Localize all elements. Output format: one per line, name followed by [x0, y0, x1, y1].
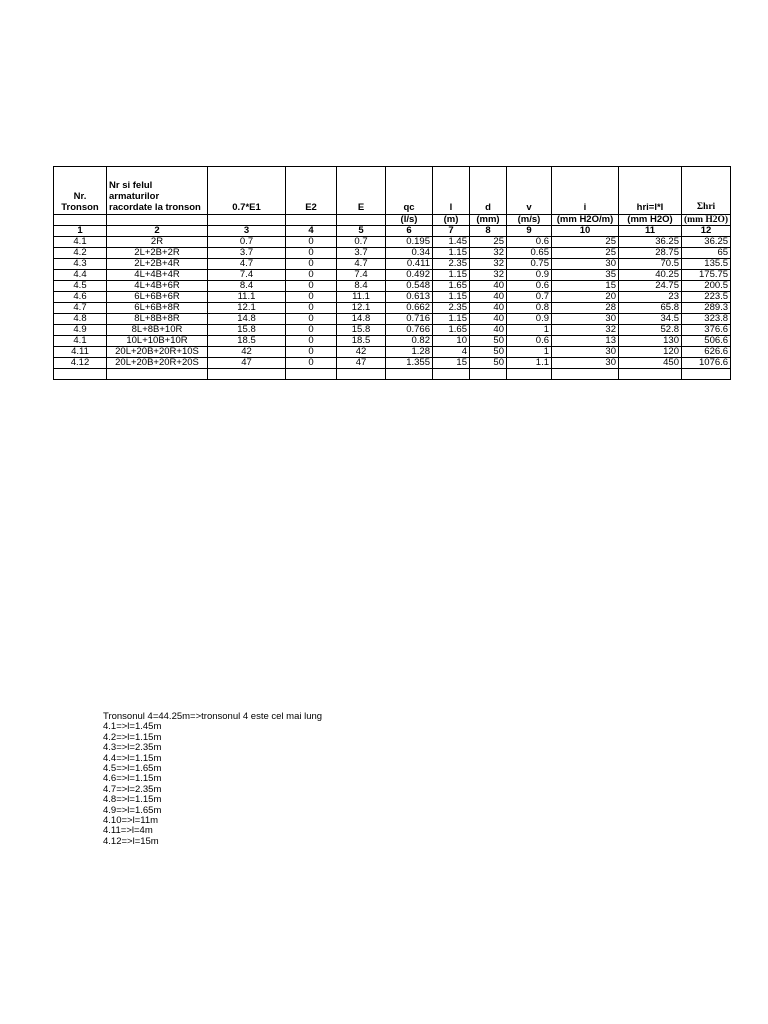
table-cell: 0 — [286, 347, 337, 358]
header-sum-hri: Σhri — [682, 167, 731, 215]
col-number: 6 — [386, 226, 433, 237]
table-cell: 1.15 — [433, 292, 470, 303]
unit-cell: (mm) — [470, 215, 507, 226]
note-line: 4.2=>l=1.15m — [103, 731, 162, 743]
table-cell: 626.6 — [682, 347, 731, 358]
header-e: E — [337, 167, 386, 215]
col-number: 1 — [54, 226, 107, 237]
note-line: Tronsonul 4=44.25m=>tronsonul 4 este cel mai lung — [103, 711, 323, 722]
col-number: 10 — [552, 226, 619, 237]
table-cell: 7.4 — [208, 270, 286, 281]
notes-block — [103, 712, 322, 847]
note-line: 4.9=>l=1.65m — [103, 804, 162, 816]
table-cell: 0 — [286, 325, 337, 336]
table-cell: 0.716 — [386, 314, 433, 325]
empty-cell — [386, 369, 433, 380]
note-line: 4.12=>l=15m — [103, 835, 159, 847]
unit-cell — [286, 215, 337, 226]
table-cell: 0.6 — [507, 336, 552, 347]
table-cell: 42 — [337, 347, 386, 358]
header-qc: qc — [386, 167, 433, 215]
table-cell: 13 — [552, 336, 619, 347]
unit-cell: (m/s) — [507, 215, 552, 226]
table-cell: 4.8 — [54, 314, 107, 325]
table-cell: 4.2 — [54, 248, 107, 259]
table-cell: 25 — [552, 237, 619, 248]
table-cell: 15.8 — [208, 325, 286, 336]
table-cell: 36.25 — [682, 237, 731, 248]
table-cell: 15 — [433, 358, 470, 369]
table-cell: 32 — [470, 259, 507, 270]
table-cell: 0 — [286, 281, 337, 292]
header-e2: E2 — [286, 167, 337, 215]
table-row — [54, 259, 731, 270]
table-cell: 18.5 — [337, 336, 386, 347]
table-cell: 2L+2B+4R — [107, 259, 208, 270]
table-cell: 1.28 — [386, 347, 433, 358]
table-cell: 32 — [470, 248, 507, 259]
table-cell: 47 — [337, 358, 386, 369]
table-cell: 2L+2B+2R — [107, 248, 208, 259]
table-cell: 0 — [286, 237, 337, 248]
table-cell: 8L+8B+10R — [107, 325, 208, 336]
table-cell: 30 — [552, 314, 619, 325]
table-cell: 14.8 — [337, 314, 386, 325]
table-cell: 1 — [507, 347, 552, 358]
table-cell: 10L+10B+10R — [107, 336, 208, 347]
header-row — [54, 167, 731, 215]
table-cell: 20 — [552, 292, 619, 303]
table-cell: 28 — [552, 303, 619, 314]
table-row — [54, 325, 731, 336]
table-cell: 1.1 — [507, 358, 552, 369]
table-cell: 34.5 — [619, 314, 682, 325]
table-row — [54, 292, 731, 303]
table-cell: 0.662 — [386, 303, 433, 314]
table-cell: 200.5 — [682, 281, 731, 292]
table-cell: 4.6 — [54, 292, 107, 303]
table-cell: 0 — [286, 303, 337, 314]
table-cell: 0.766 — [386, 325, 433, 336]
table-row — [54, 248, 731, 259]
table-cell: 0 — [286, 248, 337, 259]
table-cell: 18.5 — [208, 336, 286, 347]
table-cell: 28.75 — [619, 248, 682, 259]
table-cell: 40 — [470, 325, 507, 336]
table-cell: 0.7 — [208, 237, 286, 248]
table-cell: 70.5 — [619, 259, 682, 270]
table-cell: 0.65 — [507, 248, 552, 259]
empty-cell — [470, 369, 507, 380]
table-cell: 3.7 — [208, 248, 286, 259]
col-number: 9 — [507, 226, 552, 237]
table-cell: 0.9 — [507, 314, 552, 325]
table-cell: 30 — [552, 358, 619, 369]
table-cell: 0 — [286, 259, 337, 270]
table-row — [54, 336, 731, 347]
table-cell: 30 — [552, 347, 619, 358]
table-cell: 32 — [552, 325, 619, 336]
table-cell: 4L+4B+4R — [107, 270, 208, 281]
units-row — [54, 215, 731, 226]
table-cell: 0.195 — [386, 237, 433, 248]
table-cell: 10 — [433, 336, 470, 347]
empty-cell — [433, 369, 470, 380]
header-armaturi — [107, 167, 208, 215]
note-line: 4.4=>l=1.15m — [103, 752, 162, 764]
table-cell: 50 — [470, 347, 507, 358]
table-cell: 1 — [507, 325, 552, 336]
table-cell: 4.5 — [54, 281, 107, 292]
table-cell: 40 — [470, 292, 507, 303]
table-cell: 223.5 — [682, 292, 731, 303]
table-cell: 7.4 — [337, 270, 386, 281]
unit-cell: (mm H2O) — [682, 215, 731, 226]
table-cell: 4.7 — [208, 259, 286, 270]
table-cell: 1.15 — [433, 314, 470, 325]
table-cell: 40 — [470, 281, 507, 292]
table-cell: 52.8 — [619, 325, 682, 336]
note-line: 4.5=>l=1.65m — [103, 763, 162, 775]
table-cell: 30 — [552, 259, 619, 270]
table-cell: 0.9 — [507, 270, 552, 281]
table-cell: 2R — [107, 237, 208, 248]
calculation-table — [53, 166, 731, 380]
table-cell: 2.35 — [433, 259, 470, 270]
note-line: 4.1=>l=1.45m — [103, 721, 162, 733]
table-row — [54, 281, 731, 292]
table-row — [54, 347, 731, 358]
table-cell: 0.6 — [507, 281, 552, 292]
table-cell: 4.11 — [54, 347, 107, 358]
header-l: l — [433, 167, 470, 215]
table-cell: 47 — [208, 358, 286, 369]
empty-row — [54, 369, 731, 380]
table-cell: 12.1 — [208, 303, 286, 314]
table-cell: 0.7 — [507, 292, 552, 303]
table-cell: 0.411 — [386, 259, 433, 270]
table-cell: 0.6 — [507, 237, 552, 248]
table-cell: 0.7 — [337, 237, 386, 248]
table-row — [54, 237, 731, 248]
table-cell: 11.1 — [337, 292, 386, 303]
table-cell: 0 — [286, 358, 337, 369]
table-cell: 175.75 — [682, 270, 731, 281]
col-number: 4 — [286, 226, 337, 237]
empty-cell — [682, 369, 731, 380]
header-text: Nr si felul armaturilor racordate la tronson — [109, 180, 201, 213]
table-cell: 11.1 — [208, 292, 286, 303]
col-number: 8 — [470, 226, 507, 237]
table-cell: 4.7 — [54, 303, 107, 314]
table-cell: 376.6 — [682, 325, 731, 336]
table-cell: 24.75 — [619, 281, 682, 292]
empty-cell — [552, 369, 619, 380]
unit-cell: (l/s) — [386, 215, 433, 226]
table-cell: 0.613 — [386, 292, 433, 303]
table-cell: 4.7 — [337, 259, 386, 270]
table-cell: 4.9 — [54, 325, 107, 336]
table-cell: 25 — [552, 248, 619, 259]
unit-cell — [208, 215, 286, 226]
empty-cell — [619, 369, 682, 380]
note-line: 4.8=>l=1.15m — [103, 794, 162, 806]
table-cell: 40 — [470, 303, 507, 314]
table-cell: 50 — [470, 336, 507, 347]
unit-cell: (mm H2O) — [619, 215, 682, 226]
header-v: v — [507, 167, 552, 215]
table-cell: 130 — [619, 336, 682, 347]
col-number: 2 — [107, 226, 208, 237]
col-number: 5 — [337, 226, 386, 237]
table-row — [54, 270, 731, 281]
table-cell: 8.4 — [208, 281, 286, 292]
table-cell: 0.492 — [386, 270, 433, 281]
table-row — [54, 314, 731, 325]
header-hri: hri=l*I — [619, 167, 682, 215]
note-line: 4.6=>l=1.15m — [103, 773, 162, 785]
table-cell: 50 — [470, 358, 507, 369]
unit-cell — [107, 215, 208, 226]
table-cell: 3.7 — [337, 248, 386, 259]
table-cell: 1076.6 — [682, 358, 731, 369]
table-cell: 4.12 — [54, 358, 107, 369]
col-number: 12 — [682, 226, 731, 237]
table-cell: 506.6 — [682, 336, 731, 347]
col-number: 7 — [433, 226, 470, 237]
table-row — [54, 303, 731, 314]
header-d: d — [470, 167, 507, 215]
table-cell: 23 — [619, 292, 682, 303]
unit-cell — [54, 215, 107, 226]
table-cell: 0 — [286, 270, 337, 281]
table-cell: 1.45 — [433, 237, 470, 248]
table-cell: 0.75 — [507, 259, 552, 270]
table-cell: 32 — [470, 270, 507, 281]
table-cell: 4 — [433, 347, 470, 358]
note-line: 4.11=>l=4m — [103, 825, 153, 837]
table-cell: 25 — [470, 237, 507, 248]
note-line: 4.3=>l=2.35m — [103, 742, 162, 754]
table-cell: 0.8 — [507, 303, 552, 314]
table-cell: 0 — [286, 314, 337, 325]
table-cell: 120 — [619, 347, 682, 358]
table-cell: 4L+4B+6R — [107, 281, 208, 292]
table-cell: 0.34 — [386, 248, 433, 259]
col-number: 11 — [619, 226, 682, 237]
header-07e1: 0.7*E1 — [208, 167, 286, 215]
table-cell: 450 — [619, 358, 682, 369]
table-cell: 20L+20B+20R+10S — [107, 347, 208, 358]
table-cell: 14.8 — [208, 314, 286, 325]
table-cell: 323.8 — [682, 314, 731, 325]
table-cell: 42 — [208, 347, 286, 358]
table-cell: 4.1 — [54, 336, 107, 347]
empty-cell — [54, 369, 107, 380]
note-line: 4.10=>l=11m — [103, 815, 159, 827]
table-cell: 4.4 — [54, 270, 107, 281]
note-line: 4.7=>l=2.35m — [103, 783, 162, 795]
table-cell: 15.8 — [337, 325, 386, 336]
empty-cell — [107, 369, 208, 380]
table-cell: 1.15 — [433, 248, 470, 259]
table-cell: 4.3 — [54, 259, 107, 270]
table-cell: 65.8 — [619, 303, 682, 314]
table-row — [54, 358, 731, 369]
table-cell: 12.1 — [337, 303, 386, 314]
table-cell: 4.1 — [54, 237, 107, 248]
table-cell: 65 — [682, 248, 731, 259]
table-cell: 1.65 — [433, 325, 470, 336]
table-cell: 1.15 — [433, 270, 470, 281]
table-cell: 0.82 — [386, 336, 433, 347]
table-cell: 135.5 — [682, 259, 731, 270]
table-cell: 1.355 — [386, 358, 433, 369]
unit-cell: (m) — [433, 215, 470, 226]
table-cell: 2.35 — [433, 303, 470, 314]
header-i: i — [552, 167, 619, 215]
table-cell: 36.25 — [619, 237, 682, 248]
table-cell: 289.3 — [682, 303, 731, 314]
unit-cell — [337, 215, 386, 226]
table-cell: 0 — [286, 336, 337, 347]
table-cell: 6L+6B+8R — [107, 303, 208, 314]
unit-cell: (mm H2O/m) — [552, 215, 619, 226]
column-number-row — [54, 226, 731, 237]
empty-cell — [337, 369, 386, 380]
table-cell: 40.25 — [619, 270, 682, 281]
table-cell: 1.65 — [433, 281, 470, 292]
table-cell: 6L+6B+6R — [107, 292, 208, 303]
table-cell: 40 — [470, 314, 507, 325]
table-cell: 20L+20B+20R+20S — [107, 358, 208, 369]
table-cell: 0 — [286, 292, 337, 303]
col-number: 3 — [208, 226, 286, 237]
empty-cell — [208, 369, 286, 380]
empty-cell — [507, 369, 552, 380]
table-cell: 35 — [552, 270, 619, 281]
header-text: Nr. Tronson — [61, 191, 99, 213]
header-nr-tronson — [54, 167, 107, 215]
table-cell: 15 — [552, 281, 619, 292]
empty-cell — [286, 369, 337, 380]
table-cell: 8L+8B+8R — [107, 314, 208, 325]
table-cell: 8.4 — [337, 281, 386, 292]
table-cell: 0.548 — [386, 281, 433, 292]
